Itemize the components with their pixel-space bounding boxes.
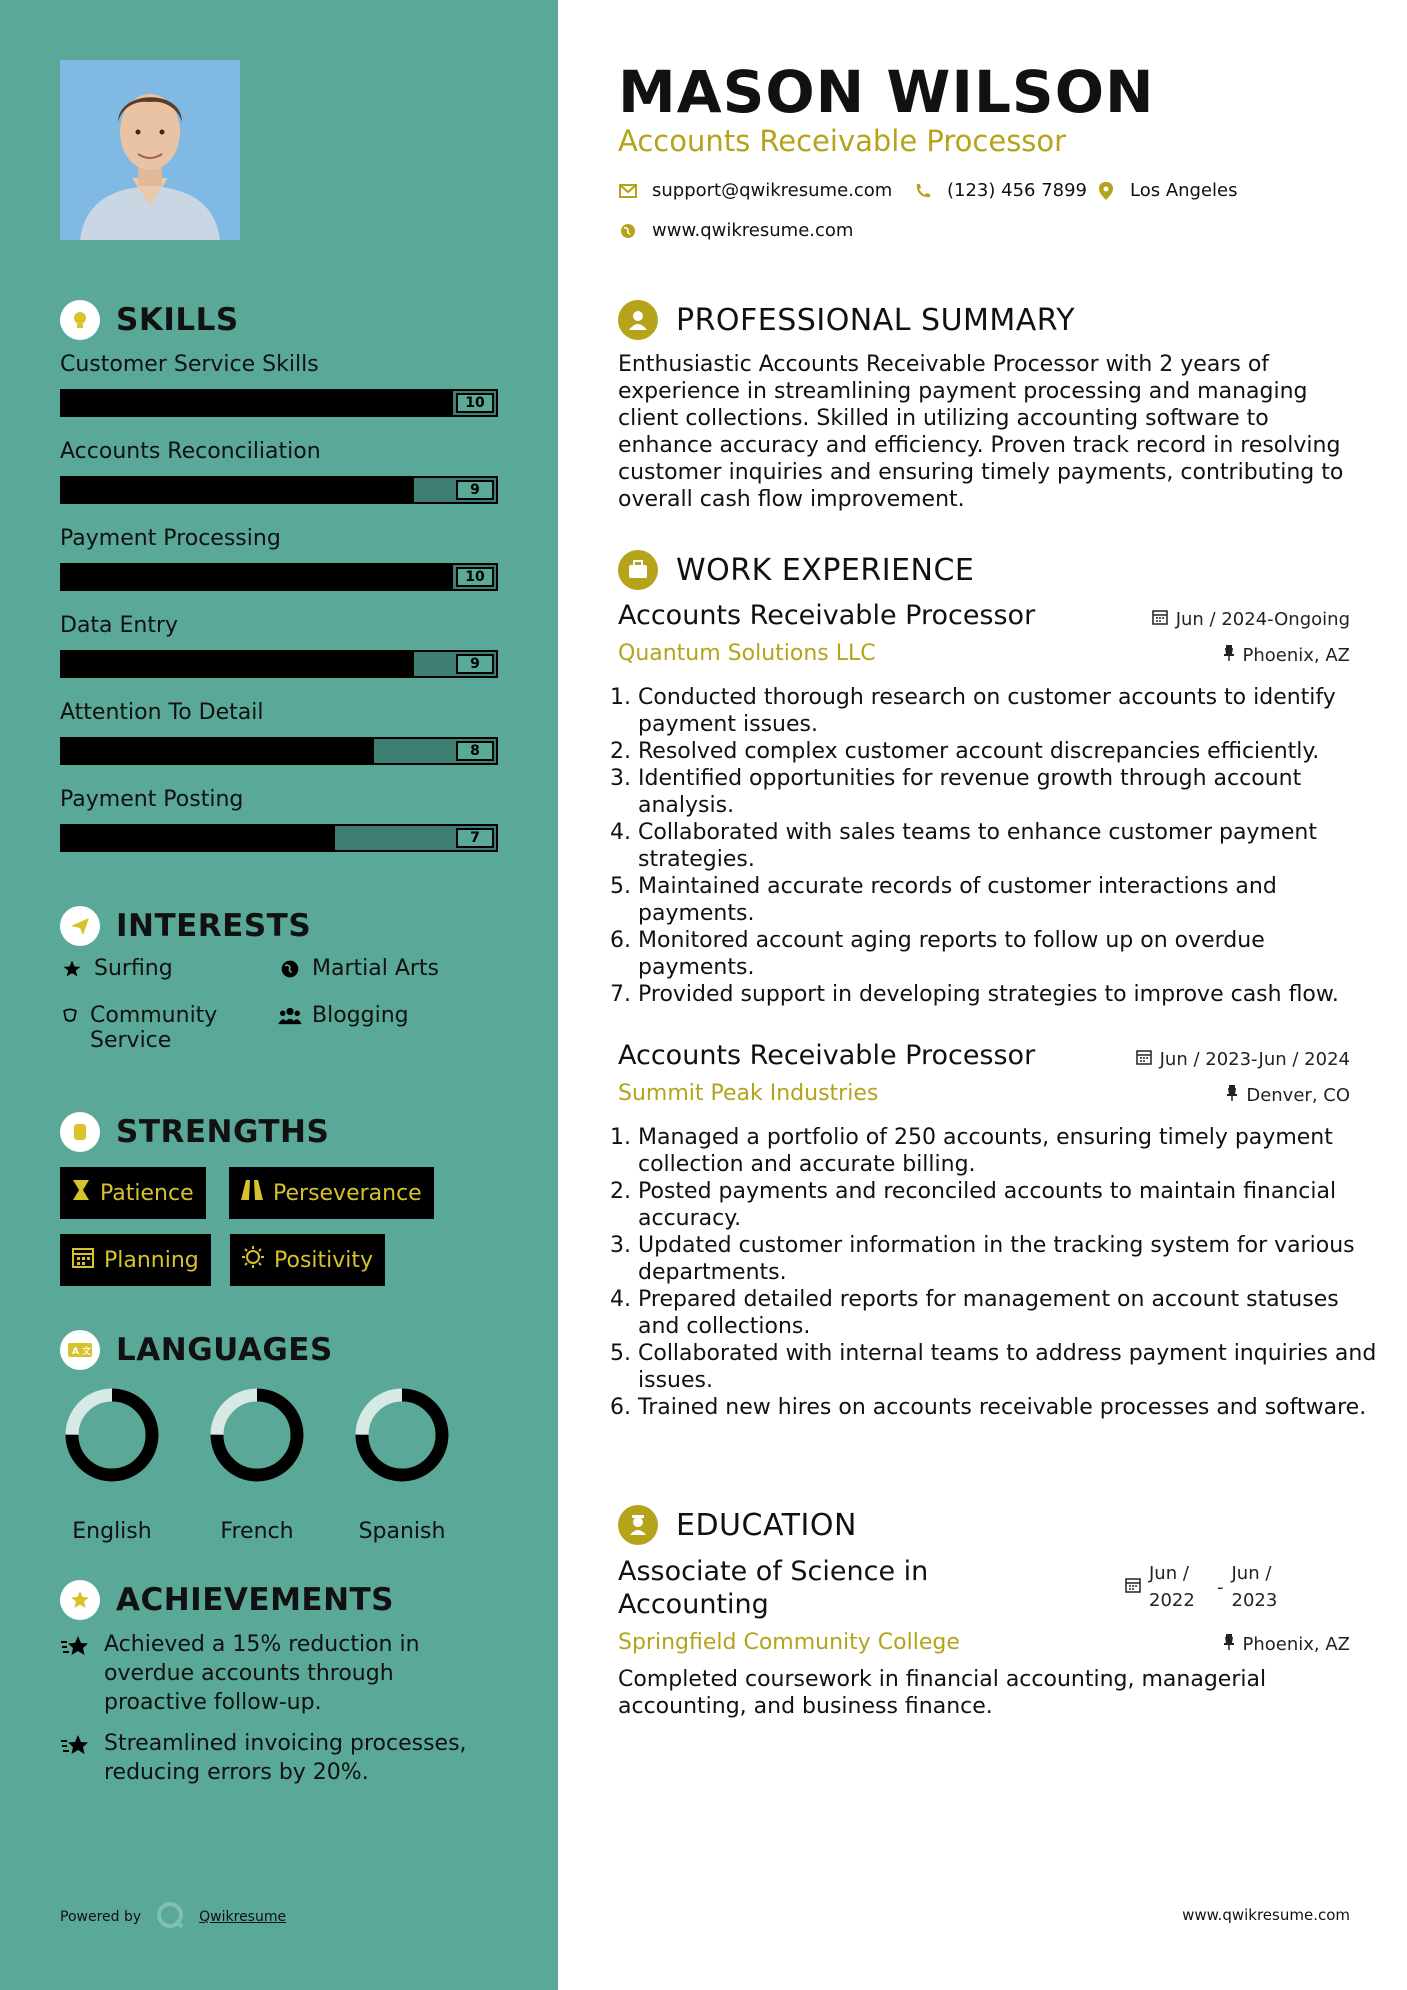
skill-level: 9 [456,654,494,674]
globe-icon [278,956,302,981]
education-header [618,1505,857,1545]
strength-label: Positivity [274,1247,374,1273]
skill-item [60,700,498,765]
school-name: Springfield Community College [618,1630,960,1655]
skill-bar [60,389,498,417]
phone-text[interactable]: (123) 456 7899 [947,180,1088,201]
job-location [1223,645,1351,666]
skill-item [60,352,498,417]
globe-icon [618,223,638,239]
interests-title: INTERESTS [116,908,312,944]
job-company: Quantum Solutions LLC [618,641,876,666]
briefcase-icon [618,550,658,590]
powered-by [60,1900,286,1934]
svg-text:A: A [72,1347,79,1357]
job-title: Accounts Receivable Processor [618,1040,1036,1071]
phone-icon [913,183,933,199]
summary-title: PROFESSIONAL SUMMARY [676,302,1076,338]
brand-link[interactable]: Qwikresume [199,1909,287,1925]
job-date-text: Jun / 2023-Jun / 2024 [1159,1049,1350,1070]
profile-photo [60,60,240,240]
interest-item [278,1003,409,1028]
language-ring [352,1385,452,1485]
calendar-icon [1152,609,1168,630]
star-icon [60,956,84,981]
hourglass-icon [72,1179,90,1207]
interest-item [60,956,173,981]
star-badge-icon [60,1630,92,1717]
calendar-icon [72,1246,94,1274]
strengths-title: STRENGTHS [116,1114,330,1150]
skill-name: Attention To Detail [60,700,264,725]
skill-level: 7 [456,828,494,848]
duty-item: 1. Conducted thorough research on customer accounts to identify payment issues. [638,684,1378,738]
duty-item: 6. Monitored account aging reports to follow up on overdue payments. [638,927,1378,981]
contact-location [1096,180,1238,201]
duty-item: 6. Trained new hires on accounts receivable processes and software. [638,1394,1378,1421]
footer-website[interactable]: www.qwikresume.com [1182,1906,1350,1924]
star-badge-icon [60,1729,92,1787]
skill-level: 10 [456,393,494,413]
date-separator: - [1217,1577,1224,1598]
strength-tag [230,1234,385,1286]
experience-header [618,550,974,590]
education-start: Jun / 2022 [1149,1563,1195,1611]
job-location [1226,1085,1350,1106]
job-title: Accounts Receivable Processor [618,600,1036,631]
svg-text:文: 文 [82,1347,92,1357]
skills-title: SKILLS [116,302,239,338]
duty-item: 5. Collaborated with internal teams to address payment inquiries and issues. [638,1340,1378,1394]
achievement-item [60,1630,500,1717]
powered-by-label: Powered by [60,1909,142,1925]
interest-label: Martial Arts [312,956,440,981]
language-label: English [72,1519,152,1544]
duty-item: 5. Maintained accurate records of customer interactions and payments. [638,873,1378,927]
email-text[interactable]: support@qwikresume.com [652,180,893,201]
language-icon [60,1330,100,1370]
language-ring [62,1385,162,1485]
achievement-text: Achieved a 15% reduction in overdue accounts through proactive follow-up. [104,1632,420,1715]
strengths-header [60,1112,329,1152]
skill-bar-fill [62,565,453,589]
language-item [352,1385,452,1544]
achievement-text: Streamlined invoicing processes, reducing errors by 20%. [104,1731,467,1785]
skill-item [60,439,498,504]
main-content [558,0,1407,1990]
duty-item: 4. Collaborated with sales teams to enhance customer payment strategies. [638,819,1378,873]
skill-bar [60,476,498,504]
interest-item [60,1003,260,1053]
skill-bar [60,824,498,852]
education-end: Jun / 2023 [1231,1563,1278,1611]
pin-icon [1223,645,1235,666]
experience-title: WORK EXPERIENCE [676,552,975,588]
fist-icon [60,1112,100,1152]
contact-website [618,220,853,241]
users-icon [278,1003,302,1028]
language-ring [207,1385,307,1485]
achievements-header [60,1580,394,1620]
candidate-name: MASON WILSON [618,58,1155,126]
skill-level: 9 [456,480,494,500]
sun-icon [242,1246,264,1274]
skill-bar-fill [62,391,453,415]
strength-label: Planning [104,1247,199,1273]
duty-item: 2. Posted payments and reconciled accounts to maintain financial accuracy. [638,1178,1378,1232]
strength-tag [60,1167,206,1219]
strength-tag [60,1234,211,1286]
skill-bar-fill [62,478,414,502]
skill-level: 10 [456,567,494,587]
skill-bar [60,737,498,765]
interest-item [278,956,439,981]
skill-bar [60,563,498,591]
map-pin-icon [1096,182,1116,200]
skill-level: 8 [456,741,494,761]
graduation-cap-icon [618,1505,658,1545]
languages-header [60,1330,333,1370]
road-icon [241,1180,263,1206]
language-label: Spanish [358,1519,446,1544]
skill-name: Payment Processing [60,526,281,551]
duty-item: 3. Identified opportunities for revenue growth through account analysis. [638,765,1378,819]
lightbulb-icon [60,300,100,340]
summary-text: Enthusiastic Accounts Receivable Processor with 2 years of experience in streamlining payment processing and managing client collections. Skilled in utilizing accounting software to enhance accuracy and efficiency. Proven track record in resolving customer inquiries and ensuring timely payments, contributing to overall cash flow improvement. [618,352,1344,512]
envelope-icon [618,184,638,198]
skills-header [60,300,239,340]
summary-header [618,300,1075,340]
language-item [62,1385,162,1544]
strength-label: Perseverance [273,1180,422,1206]
skill-bar-fill [62,826,335,850]
languages-title: LANGUAGES [116,1332,333,1368]
job-location-text: Phoenix, AZ [1242,645,1350,666]
interests-header [60,906,311,946]
qwikresume-logo-icon [155,1900,185,1934]
duty-item: 7. Provided support in developing strategies to improve cash flow. [638,981,1378,1008]
sidebar [0,0,558,1990]
job-date [1152,609,1350,630]
skill-item [60,787,498,852]
candidate-role: Accounts Receivable Processor [618,124,1067,158]
strength-tag [229,1167,434,1219]
contact-email [618,180,892,201]
language-label: French [220,1519,294,1544]
achievement-item [60,1729,500,1787]
education-dates [1125,1560,1292,1614]
job-date-text: Jun / 2024-Ongoing [1175,609,1350,630]
pin-icon [1226,1085,1238,1106]
interest-label: Blogging [312,1003,409,1028]
degree-title: Associate of Science in Accounting [618,1556,929,1620]
website-text[interactable]: www.qwikresume.com [652,220,854,241]
achievements-title: ACHIEVEMENTS [116,1582,395,1618]
duty-item: 1. Managed a portfolio of 250 accounts, ensuring timely payment collection and accurate billing. [638,1124,1378,1178]
skill-bar-fill [62,652,414,676]
education-location [1223,1634,1351,1655]
hand-icon [60,1003,80,1053]
job-date [1136,1049,1350,1070]
duty-item: 4. Prepared detailed reports for management on account statuses and collections. [638,1286,1378,1340]
skill-name: Data Entry [60,613,179,638]
skill-name: Payment Posting [60,787,244,812]
contact-phone [913,180,1087,201]
language-item [207,1385,307,1544]
interest-label: Surfing [94,956,173,981]
duty-item: 3. Updated customer information in the tracking system for various departments. [638,1232,1378,1286]
calendar-icon [1125,1560,1141,1614]
strength-label: Patience [100,1180,194,1206]
education-location-text: Phoenix, AZ [1242,1634,1350,1655]
skill-item [60,526,498,591]
education-title: EDUCATION [676,1507,857,1543]
job-duties [618,684,1378,1008]
skill-item [60,613,498,678]
pin-icon [1223,1634,1235,1655]
trophy-star-icon [60,1580,100,1620]
calendar-icon [1136,1049,1152,1070]
duty-item: 2. Resolved complex customer account discrepancies efficiently. [638,738,1378,765]
skill-name: Accounts Reconciliation [60,439,321,464]
user-icon [618,300,658,340]
location-text: Los Angeles [1130,180,1238,201]
job-location-text: Denver, CO [1246,1085,1350,1106]
education-description: Completed coursework in financial accounting, managerial accounting, and business finance. [618,1667,1267,1719]
job-duties [618,1124,1378,1421]
job-company: Summit Peak Industries [618,1081,879,1106]
interest-label: Community Service [90,1003,218,1053]
skill-bar [60,650,498,678]
skill-bar-fill [62,739,374,763]
skill-name: Customer Service Skills [60,352,319,377]
paper-plane-icon [60,906,100,946]
